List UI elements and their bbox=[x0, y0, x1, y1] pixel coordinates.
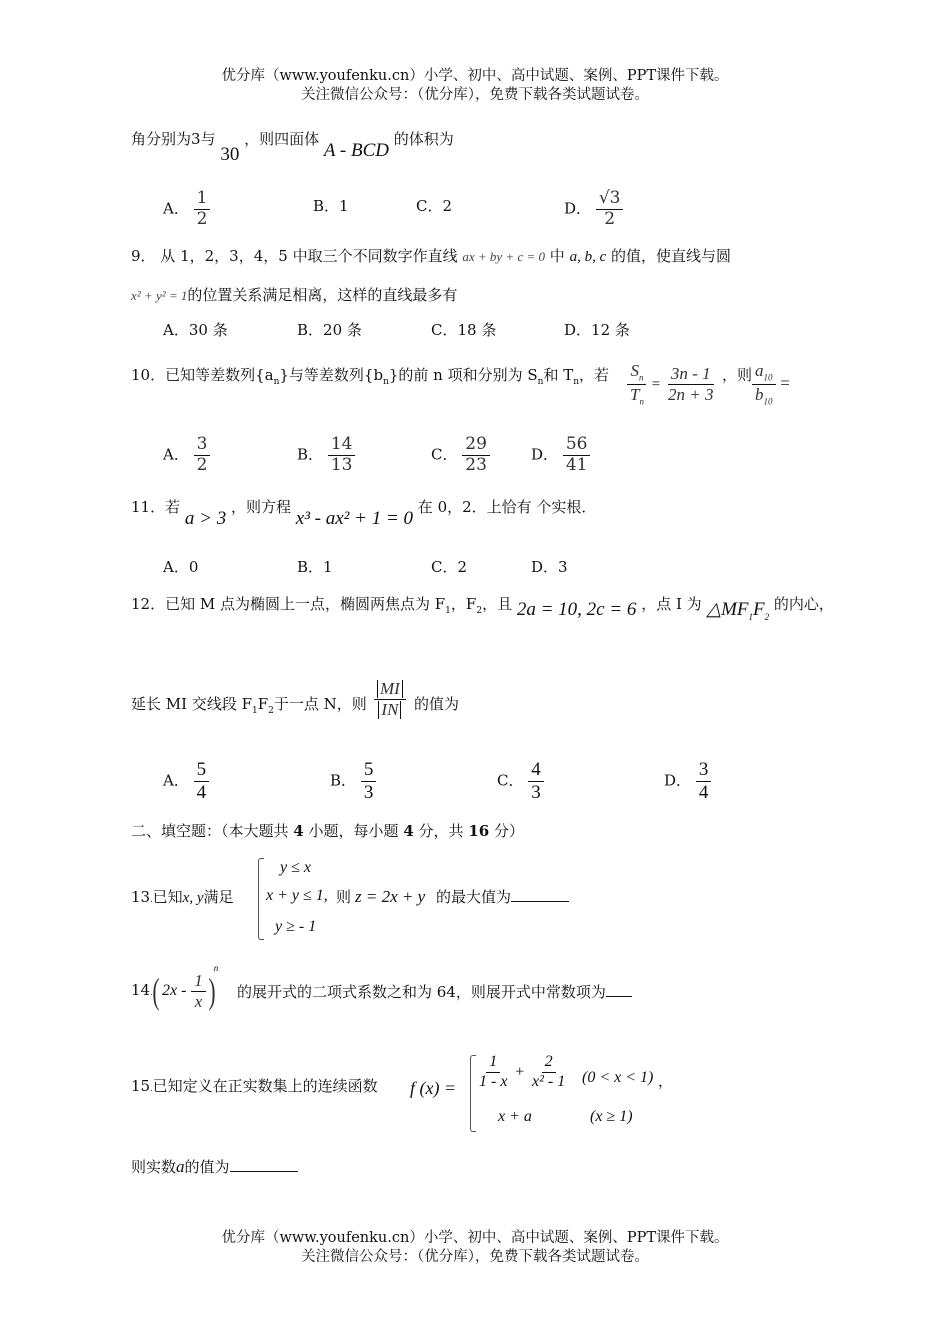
q12-frac: $\frac{MI}{IN}$ bbox=[374, 680, 406, 719]
q14-label: 14. bbox=[131, 981, 153, 999]
q11-option-a: A．0 bbox=[163, 558, 199, 576]
q11-option-b: B．1 bbox=[297, 558, 333, 576]
q10-option-b: B． $\frac{14}{13}$ bbox=[297, 436, 355, 475]
q15-answer-blank[interactable] bbox=[230, 1157, 298, 1172]
q15-stem: 15.已知定义在正实数集上的连续函数 bbox=[131, 1077, 378, 1095]
q10-ask: ，则 bbox=[722, 366, 753, 384]
q11-stem: 11．若 a > 3 ，则方程 x³ - ax² + 1 = 0 在 0，2．上恰有 个实根． bbox=[131, 498, 597, 529]
q14-stem: 的展开式的二项式系数之和为 64，则展开式中常数项为 bbox=[237, 981, 632, 1002]
footer-line-1: 优分库（www.youfenku.cn）小学、初中、高中试题、案例、PPT课件下载。 bbox=[221, 1230, 729, 1246]
q9-stem: 9． 从 1，2，3，4，5 中取三个不同数字作直线 ax + by + c = 0 中 a, b, c 的值，使直线与圆 bbox=[131, 247, 732, 265]
footer-line-2: 关注微信公众号：（优分库），免费下载各类试题试卷。 bbox=[301, 1249, 649, 1265]
q12-stem: 12．已知 M 点为椭圆上一点，椭圆两焦点为 $F_1$，$F_2$，且 2a = 10, 2c = 6 ，点 I 为 $\triangle MF_1F_2$ 的内心， bbox=[131, 595, 834, 622]
q11-option-d: D．3 bbox=[531, 558, 568, 576]
q11-option-c: C．2 bbox=[431, 558, 468, 576]
q15-piece-2: x + a bbox=[498, 1108, 532, 1125]
q9-option-b: B．20 条 bbox=[297, 321, 362, 339]
q8-option-c: C．2 bbox=[416, 197, 453, 215]
q8-option-d: D． $\frac{√3}{2}$ bbox=[564, 190, 623, 229]
q9-option-c: C．18 条 bbox=[431, 321, 497, 339]
q12-option-c: C． $\frac{4}{3}$ bbox=[497, 760, 544, 803]
q13-objective: z = 2x + y bbox=[355, 887, 426, 906]
q13-then: 则 bbox=[336, 888, 352, 906]
q12-option-d: D． $\frac{3}{4}$ bbox=[664, 760, 711, 803]
q10-option-a: A． $\frac{3}{2}$ bbox=[163, 436, 210, 475]
q12-stem-cont: 延长 MI 交线段 $F_1F_2$于一点 N，则 bbox=[131, 695, 367, 716]
q12-option-a: A． $\frac{5}{4}$ bbox=[163, 760, 209, 803]
q13-brace bbox=[258, 858, 264, 940]
q10-ratio: $\frac{S_n}{T_n}$ = $\frac{3n - 1}{2n + 3}$ bbox=[627, 362, 716, 407]
q13-ask: 的最大值为 bbox=[436, 886, 569, 907]
q10-ask-frac: $\frac{a_{10}}{b_{10}}$ = bbox=[752, 362, 790, 407]
q9-option-d: D．12 条 bbox=[564, 321, 630, 339]
q8-option-a: A． $\frac{1}{2}$ bbox=[163, 190, 210, 229]
header-line-2: 关注微信公众号：（优分库），免费下载各类试题试卷。 bbox=[301, 87, 649, 103]
q15-ask: 则实数a的值为 bbox=[131, 1156, 298, 1177]
q15-fx: f (x) = bbox=[410, 1078, 457, 1098]
section-2-heading: 二、填空题：（本大题共 4 小题，每小题 4 分，共 16 分） bbox=[131, 822, 524, 840]
q15-piece-1: $\frac{1}{1 - x}$ + $\frac{2}{\text{x² - 1}}$ bbox=[479, 1053, 566, 1090]
q9-stem-cont: x² + y² = 1的位置关系满足相离，这样的直线最多有 bbox=[131, 286, 458, 304]
q14-expression: ( 2x - $\frac{1}{x}$ )$^n$ bbox=[152, 963, 219, 1011]
q12-stem-end: 的值为 bbox=[414, 695, 460, 713]
q10-stem: 10．已知等差数列$\{a_n\}$与等差数列$\{b_n\}$的前 n 项和分别为 $S_n$和 $T_n$，若 bbox=[131, 366, 610, 387]
tetrahedron-label: A - BCD bbox=[323, 140, 389, 161]
q15-cond-2: (x ≥ 1) bbox=[590, 1108, 633, 1125]
q13-constraint-1: y ≤ x bbox=[280, 859, 311, 876]
q15-comma: ， bbox=[658, 1072, 674, 1090]
q13-answer-blank[interactable] bbox=[511, 887, 569, 902]
q13-constraint-2: x + y ≤ 1, bbox=[266, 887, 328, 904]
q10-option-d: D． $\frac{56}{41}$ bbox=[531, 436, 590, 475]
angle-value: 30 bbox=[220, 144, 240, 165]
q8-continuation: 角分别为3与 30 ，则四面体 A - BCD 的体积为 bbox=[131, 130, 454, 165]
q13-constraint-3: y ≥ - 1 bbox=[275, 918, 317, 935]
q13-stem: 13.已知x, y满足 bbox=[131, 888, 234, 906]
q9-option-a: A．30 条 bbox=[163, 321, 228, 339]
header-line-1: 优分库（www.youfenku.cn）小学、初中、高中试题、案例、PPT课件下载。 bbox=[221, 68, 729, 84]
q8-option-b: B．1 bbox=[313, 197, 349, 215]
q10-option-c: C． $\frac{29}{23}$ bbox=[431, 436, 490, 475]
q14-answer-blank[interactable] bbox=[606, 982, 632, 997]
q15-cond-1: (0 < x < 1) bbox=[582, 1069, 654, 1086]
q12-option-b: B． $\frac{5}{3}$ bbox=[330, 760, 376, 803]
